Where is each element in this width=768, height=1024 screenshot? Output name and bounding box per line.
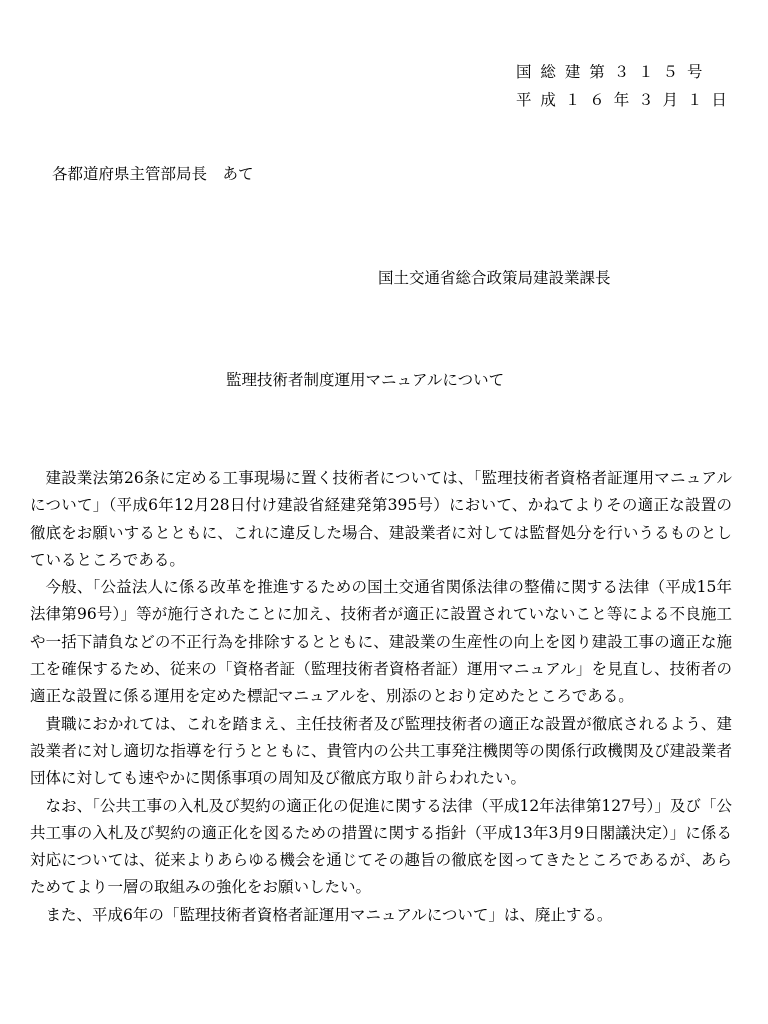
body-paragraph-3: 貴職におかれては、これを踏まえ、主任技術者及び監理技術者の適正な設置が徹底されるよう、建設業者に対し適切な指導を行うとともに、貴管内の公共工事発注機関等の関係行政機関及び建設業者団体に対しても速やかに関係事項の周知及び徹底方取り計らわれたい。 (30, 714, 732, 788)
body-paragraph-2: 今般、「公益法人に係る改革を推進するための国土交通省関係法律の整備に関する法律（平成15年法律第96号）」等が施行されたことに加え、技術者が適正に設置されていないこと等による不良施工や一括下請負などの不正行為を排除するとともに、建設業の生産性の向上を図り建設工事の適正な施工を確保するため、従来の「資格者証（監理技術者資格者証）運用マニュアル」を見直し、技術者の適正な設置に係る運用を定めた標記マニュアルを、別添のとおり定めたところである。 (30, 578, 732, 706)
document-header (516, 58, 729, 114)
document-body (30, 465, 732, 929)
document-subject: 監理技術者制度運用マニュアルについて (226, 371, 505, 389)
body-paragraph-1: 建設業法第26条に定める工事現場に置く技術者については、「監理技術者資格者証運用マニュアルについて」（平成6年12月28日付け建設省経建発第395号）において、かねてよりその適正な設置の徹底をお願いするとともに、これに違反した場合、建設業者に対しては監督処分を行いうるものとしているところである。 (30, 469, 732, 569)
body-paragraph-4: なお、「公共工事の入札及び契約の適正化の促進に関する法律（平成12年法律第127号）」及び「公共工事の入札及び契約の適正化を図るための措置に関する指針（平成13年3月9日閣議決定）」に係る対応については、従来よりあらゆる機会を通じてその趣旨の徹底を図ってきたところであるが、あらためてより一層の取組みの強化をお願いしたい。 (30, 796, 732, 897)
document-number: 国 総 建 第 ３ １ ５ 号 (516, 63, 705, 81)
recipient-line: 各都道府県主管部局長 あて (52, 165, 254, 183)
sender-line: 国土交通省総合政策局建設業課長 (378, 269, 611, 287)
document-date: 平 成 １ ６ 年 ３ 月 １ 日 (516, 91, 729, 109)
body-paragraph-5: また、平成6年の「監理技術者資格者証運用マニュアルについて」は、廃止する。 (45, 905, 613, 924)
